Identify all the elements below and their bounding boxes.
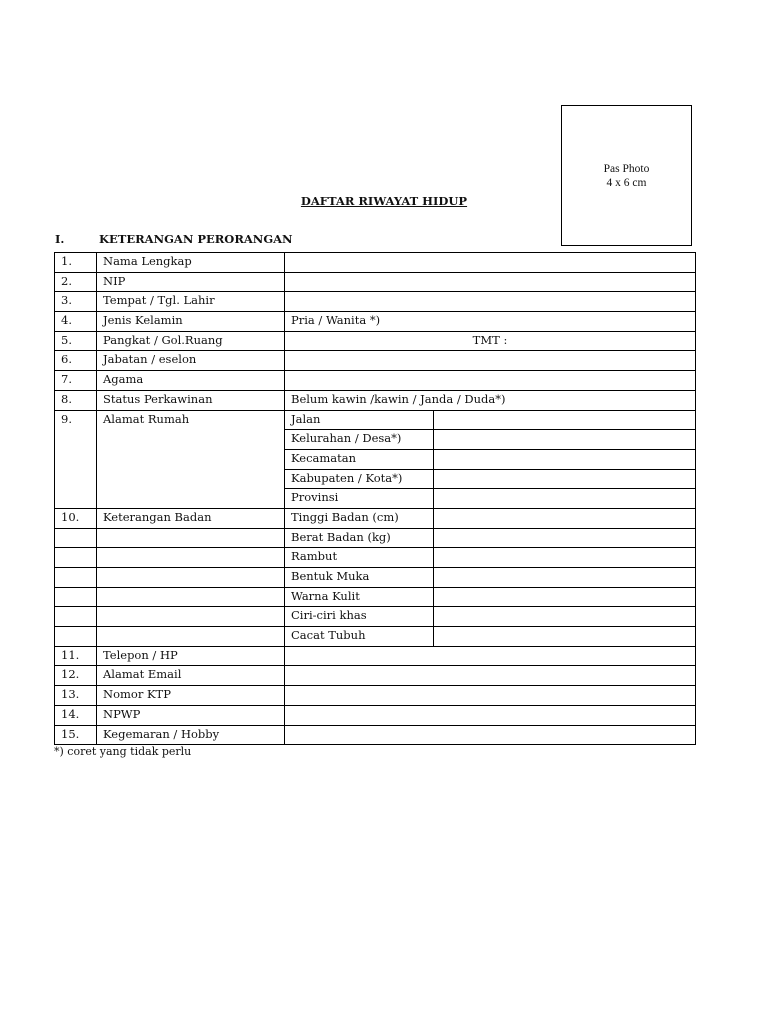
address-sub-label: Jalan — [285, 410, 434, 430]
empty-cell — [97, 627, 285, 647]
row-label: Alamat Email — [97, 666, 285, 686]
row-value-field[interactable] — [285, 371, 696, 391]
body-sub-label: Ciri-ciri khas — [285, 607, 434, 627]
row-label: Pangkat / Gol.Ruang — [97, 331, 285, 351]
row-label: Nama Lengkap — [97, 253, 285, 273]
photo-label: Pas Photo — [603, 162, 650, 175]
table-row — [55, 725, 696, 745]
body-value-field[interactable] — [434, 607, 696, 627]
body-sub-label: Rambut — [285, 548, 434, 568]
table-row — [55, 331, 696, 351]
row-value-field[interactable] — [285, 686, 696, 706]
row-label: Agama — [97, 371, 285, 391]
personal-info-table — [54, 252, 696, 745]
address-value-field[interactable] — [434, 449, 696, 469]
table-row — [55, 646, 696, 666]
row-number: 1. — [55, 253, 97, 273]
gender-value[interactable]: Pria / Wanita *) — [285, 312, 696, 332]
row-number: 12. — [55, 666, 97, 686]
document-title: DAFTAR RIWAYAT HIDUP — [300, 194, 468, 208]
row-label: NIP — [97, 272, 285, 292]
tmt-value[interactable]: TMT : — [285, 331, 696, 351]
table-row — [55, 548, 696, 568]
row-number: 14. — [55, 705, 97, 725]
row-label: Kegemaran / Hobby — [97, 725, 285, 745]
address-sub-label: Kecamatan — [285, 449, 434, 469]
empty-cell — [97, 528, 285, 548]
row-label: Status Perkawinan — [97, 390, 285, 410]
row-number: 2. — [55, 272, 97, 292]
address-sub-label: Provinsi — [285, 489, 434, 509]
address-value-field[interactable] — [434, 410, 696, 430]
table-row — [55, 587, 696, 607]
row-number: 3. — [55, 292, 97, 312]
table-row — [55, 686, 696, 706]
row-number: 11. — [55, 646, 97, 666]
table-row — [55, 351, 696, 371]
row-number: 9. — [55, 410, 97, 508]
row-number: 8. — [55, 390, 97, 410]
body-value-field[interactable] — [434, 627, 696, 647]
table-row — [55, 272, 696, 292]
table-row — [55, 568, 696, 588]
row-value-field[interactable] — [285, 705, 696, 725]
table-row — [55, 410, 696, 430]
table-row — [55, 371, 696, 391]
body-value-field[interactable] — [434, 528, 696, 548]
row-value-field[interactable] — [285, 272, 696, 292]
body-sub-label: Tinggi Badan (cm) — [285, 508, 434, 528]
address-value-field[interactable] — [434, 489, 696, 509]
body-sub-label: Warna Kulit — [285, 587, 434, 607]
body-sub-label: Berat Badan (kg) — [285, 528, 434, 548]
empty-cell — [55, 607, 97, 627]
empty-cell — [55, 568, 97, 588]
row-value-field[interactable] — [285, 725, 696, 745]
row-number: 7. — [55, 371, 97, 391]
row-value-field[interactable] — [285, 292, 696, 312]
section-title: KETERANGAN PERORANGAN — [99, 232, 293, 246]
body-value-field[interactable] — [434, 508, 696, 528]
row-number: 15. — [55, 725, 97, 745]
empty-cell — [55, 627, 97, 647]
address-sub-label: Kabupaten / Kota*) — [285, 469, 434, 489]
table-row — [55, 627, 696, 647]
body-sub-label: Bentuk Muka — [285, 568, 434, 588]
table-row — [55, 312, 696, 332]
row-label: Keterangan Badan — [97, 508, 285, 528]
row-label: Telepon / HP — [97, 646, 285, 666]
photo-placeholder — [561, 105, 692, 246]
row-label: Tempat / Tgl. Lahir — [97, 292, 285, 312]
empty-cell — [97, 607, 285, 627]
empty-cell — [97, 587, 285, 607]
table-row — [55, 390, 696, 410]
empty-cell — [97, 568, 285, 588]
table-row — [55, 253, 696, 273]
row-value-field[interactable] — [285, 351, 696, 371]
row-value-field[interactable] — [285, 666, 696, 686]
empty-cell — [55, 587, 97, 607]
row-number: 4. — [55, 312, 97, 332]
section-number: I. — [55, 232, 65, 246]
body-sub-label: Cacat Tubuh — [285, 627, 434, 647]
row-value-field[interactable] — [285, 253, 696, 273]
body-value-field[interactable] — [434, 568, 696, 588]
row-number: 5. — [55, 331, 97, 351]
empty-cell — [55, 528, 97, 548]
row-label: NPWP — [97, 705, 285, 725]
empty-cell — [55, 548, 97, 568]
row-value-field[interactable] — [285, 646, 696, 666]
body-value-field[interactable] — [434, 587, 696, 607]
table-row — [55, 666, 696, 686]
address-sub-label: Kelurahan / Desa*) — [285, 430, 434, 450]
table-row — [55, 528, 696, 548]
row-label: Jabatan / eselon — [97, 351, 285, 371]
row-number: 10. — [55, 508, 97, 528]
photo-size: 4 x 6 cm — [606, 176, 647, 189]
table-row — [55, 705, 696, 725]
row-label: Alamat Rumah — [97, 410, 285, 508]
body-value-field[interactable] — [434, 548, 696, 568]
table-row — [55, 607, 696, 627]
address-value-field[interactable] — [434, 469, 696, 489]
row-label: Jenis Kelamin — [97, 312, 285, 332]
row-number: 13. — [55, 686, 97, 706]
table-row — [55, 292, 696, 312]
empty-cell — [97, 548, 285, 568]
footnote: *) coret yang tidak perlu — [54, 745, 192, 758]
table-row — [55, 508, 696, 528]
row-label: Nomor KTP — [97, 686, 285, 706]
marital-status-value[interactable]: Belum kawin /kawin / Janda / Duda*) — [285, 390, 696, 410]
row-number: 6. — [55, 351, 97, 371]
address-value-field[interactable] — [434, 430, 696, 450]
